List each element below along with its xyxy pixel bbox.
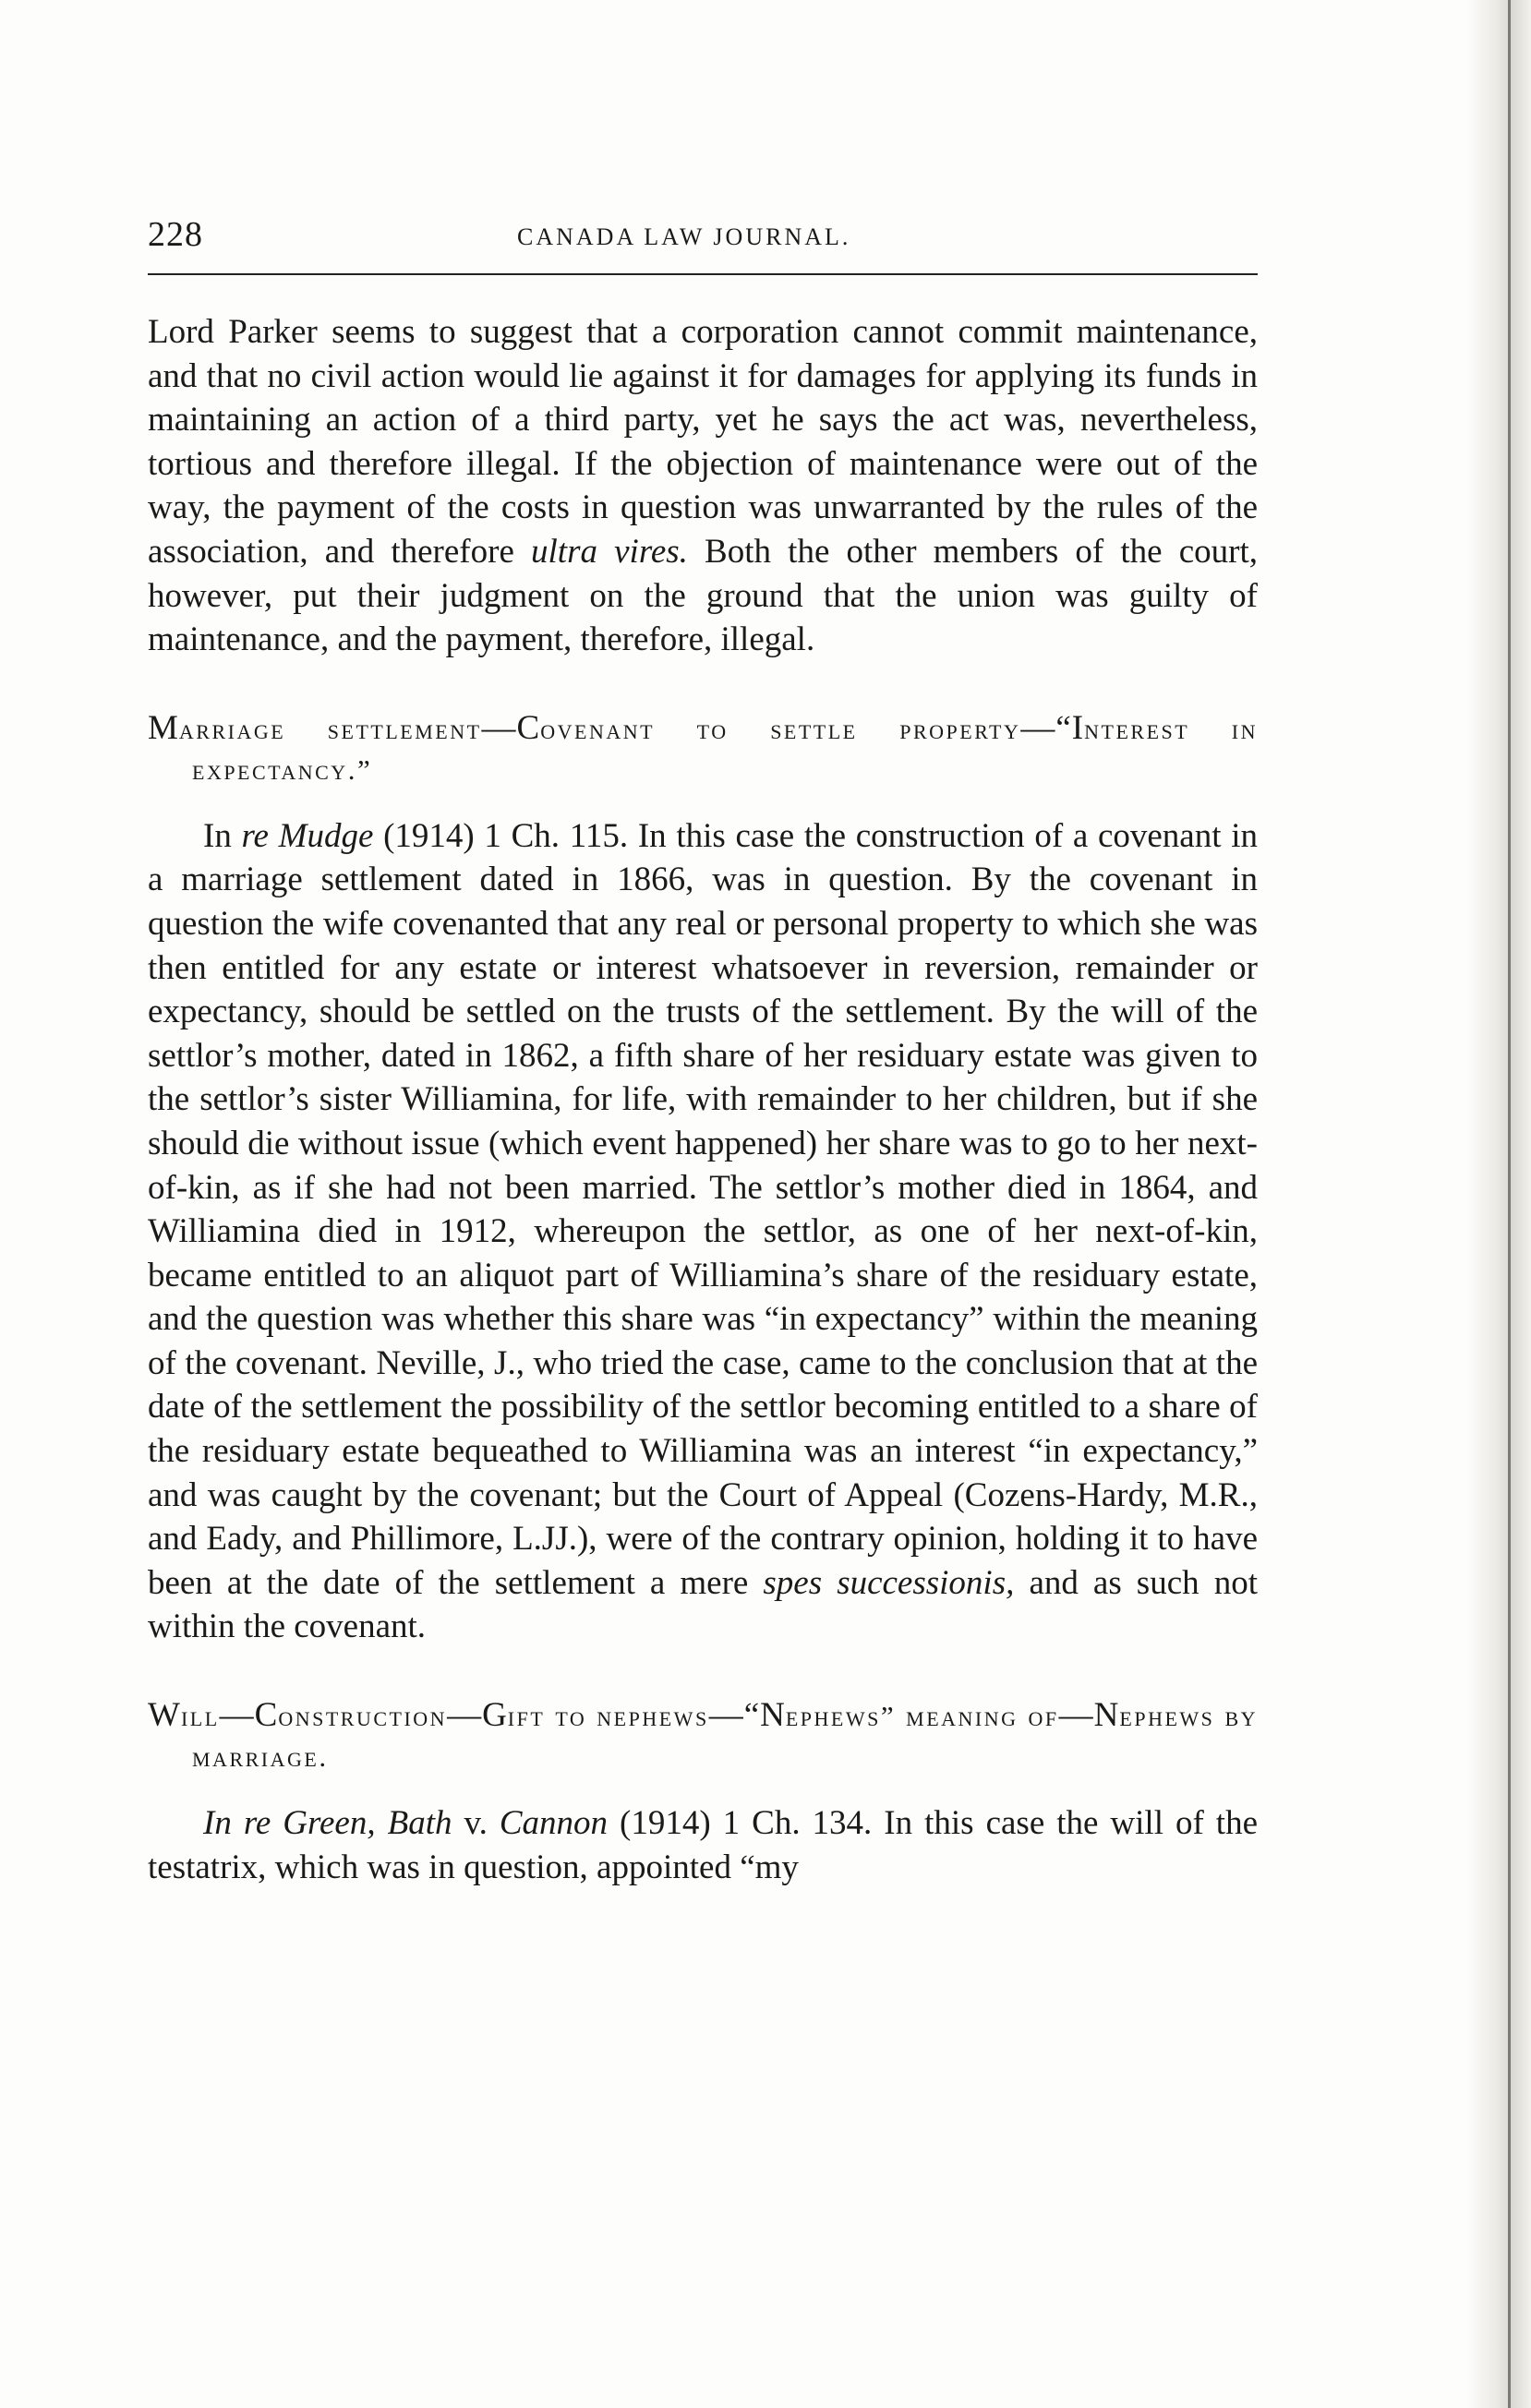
article-body xyxy=(148,310,1258,1889)
page-number: 228 xyxy=(148,215,203,254)
paragraph-re-mudge: In re Mudge (1914) 1 Ch. 115. In this case the construction of a covenant in a marriage settlement dated in 1866, was in question. By the covenant in question the wife covenanted that any real or personal property to which she was then entitled for any estate or interest whatsoever in reversion, remainder or expectancy, should be settled on the trusts of the settlement. By the will of the settlor’s mother, dated in 1862, a fifth share of her residuary estate was given to the settlor’s sister Williamina, for life, with remainder to her children, but if she should die without issue (which event happened) her share was to go to her next-of-kin, as if she had not been married. The settlor’s mother died in 1864, and Williamina died in 1912, whereupon the settlor, as one of her next-of-kin, became entitled to an aliquot part of Williamina’s share of the residuary estate, and the question was whether this share was “in expectancy” within the meaning of the covenant. Neville, J., who tried the case, came to the conclusion that at the date of the settlement the possibility of the settlor becoming entitled to a share of the residuary estate bequeathed to Williamina was an interest “in expectancy,” and was caught by the covenant; but the Court of Appeal (Cozens-Hardy, M.R., and Eady, and Phillimore, L.JJ.), were of the contrary opinion, holding it to have been at the date of the settlement a mere spes successionis, and as such not within the covenant. xyxy=(148,816,1258,1646)
binding-line xyxy=(1508,0,1511,2408)
paragraph-re-green: In re Green, Bath v. Cannon (1914) 1 Ch. 134. In this case the will of the testatrix, which was in question, appointed “my xyxy=(148,1804,1258,1886)
italic-ultra-vires: ultra vires. xyxy=(531,532,688,571)
page-edge-shadow xyxy=(1466,0,1531,2408)
section-heading-marriage-settlement: Marriage settlement—Covenant to settle property—“Interest in expectancy.” xyxy=(148,708,1258,786)
case-name-cannon: Cannon xyxy=(499,1804,609,1843)
section-heading-will-construction: Will—Construction—Gift to nephews—“Nephews” meaning of—Nephews by marriage. xyxy=(148,1696,1258,1774)
case-name-re-green: In re Green, Bath xyxy=(203,1804,452,1843)
italic-spes-successionis: spes successionis, xyxy=(763,1563,1015,1602)
page-header xyxy=(148,214,1258,259)
header-rule xyxy=(148,273,1258,275)
running-title: CANADA LAW JOURNAL. xyxy=(517,223,851,250)
case-name-re-mudge: re Mudge xyxy=(241,816,374,855)
paragraph-lord-parker: Lord Parker seems to suggest that a corporation cannot commit maintenance, and that no civil action would lie against it for damages for applying its funds in maintaining an action of a third party, yet he says the act was, nevertheless, tortious and therefore illegal. If the objection of maintenance were out of the way, the payment of the costs in question was unwarranted by the rules of the association, and therefore ultra vires. Both the other members of the court, however, put their judgment on the ground that the union was guilty of maintenance, and the payment, therefore, illegal. xyxy=(148,313,1259,659)
